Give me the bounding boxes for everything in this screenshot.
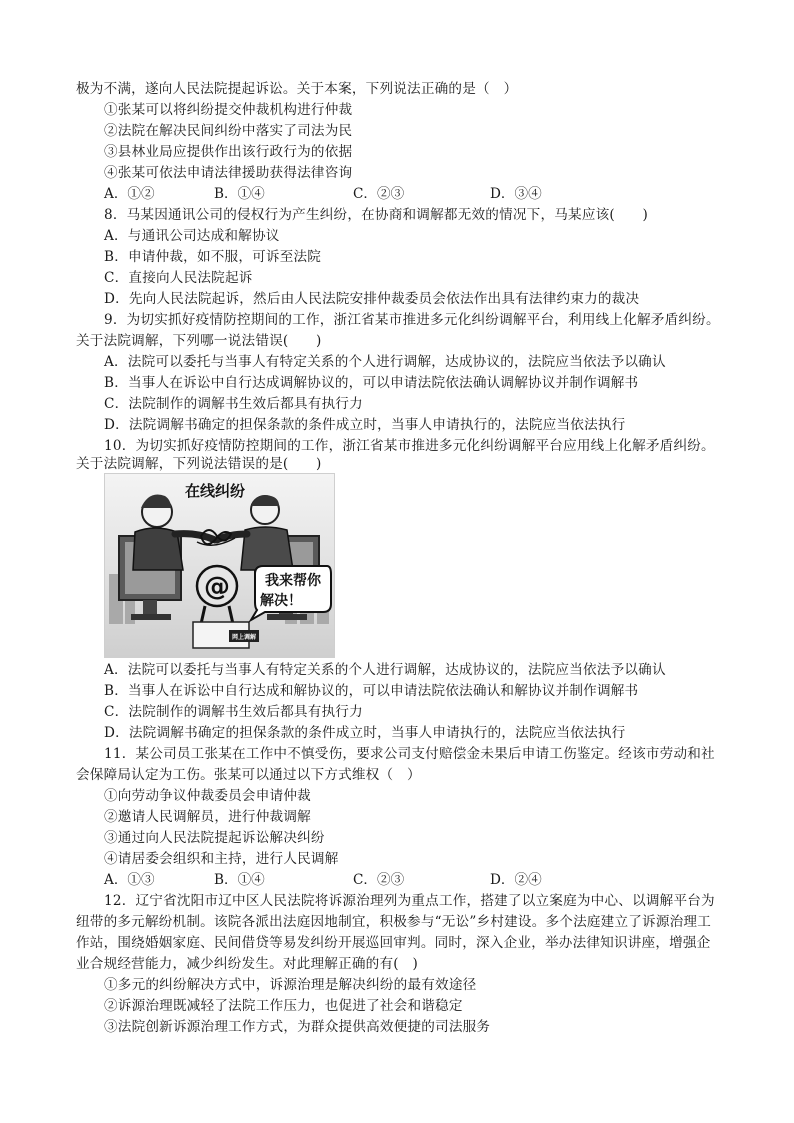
q7-option-a: A．①② (104, 186, 155, 202)
q11-stem-line2: 会保障局认定为工伤。张某可以通过以下方式维权（ ） (76, 767, 421, 783)
q8-option-a: A．与通讯公司达成和解协议 (104, 228, 280, 244)
q9-option-b: B．当事人在诉讼中自行达成调解协议的，可以申请法院依法确认调解协议并制作调解书 (104, 375, 639, 391)
q9-stem-line1: 9．为切实抓好疫情防控期间的工作，浙江省某市推进多元化纠纷调解平台，利用线上化解矛盾纠纷。 (104, 312, 720, 328)
q10-option-b: B．当事人在诉讼中自行达成和解协议的，可以申请法院依法确认和解协议并制作调解书 (104, 683, 639, 699)
q11-option-a: A．①③ (104, 872, 155, 888)
q12-statement-3: ③法院创新诉源治理工作方式，为群众提供高效便捷的司法服务 (104, 1019, 491, 1035)
q7-option-c: C．②③ (353, 186, 405, 202)
q8-stem: 8．马某因通讯公司的侵权行为产生纠纷，在协商和调解都无效的情况下，马某应该( ) (104, 207, 649, 223)
q11-statement-1: ①向劳动争议仲裁委员会申请仲裁 (104, 788, 311, 804)
q9-option-c: C．法院制作的调解书生效后都具有执行力 (104, 396, 363, 412)
q11-statement-3: ③通过向人民法院提起诉讼解决纠纷 (104, 830, 325, 846)
q11-statement-2: ②邀请人民调解员，进行仲裁调解 (104, 809, 311, 825)
q8-option-d: D．先向人民法院起诉，然后由人民法院安排仲裁委员会依法作出具有法律约束力的裁决 (104, 291, 640, 307)
q11-stem-line1: 11．某公司员工张某在工作中不慎受伤，要求公司支付赔偿金未果后申请工伤鉴定。经该市劳动和社 (104, 746, 715, 762)
q12-statement-1: ①多元的纠纷解决方式中，诉源治理是解决纠纷的最有效途径 (104, 977, 477, 993)
bubble-text-line2: 解决！ (260, 593, 302, 609)
q7-statement-3: ③县林业局应提供作出该行政行为的依据 (104, 144, 353, 160)
svg-text:@: @ (204, 572, 230, 602)
q11-option-d: D．②④ (490, 872, 542, 888)
sign-label: 网上调解 (231, 634, 257, 641)
q12-stem-line4: 业合规经营能力，减少纠纷发生。对此理解正确的有( ) (76, 956, 419, 972)
q7-option-d: D．③④ (490, 186, 542, 202)
q9-option-a: A．法院可以委托与当事人有特定关系的个人进行调解，达成协议的，法院应当依法予以确认 (104, 354, 666, 370)
q11-option-b: B．①④ (214, 872, 265, 888)
q10-stem-line1: 10．为切实抓好疫情防控期间的工作，浙江省某市推进多元化纠纷调解平台应用线上化解矛盾纠纷。 (104, 438, 715, 454)
q12-stem-line2: 纽带的多元解纷机制。该院各派出法庭因地制宜，积极参与“无讼”乡村建设。多个法庭建立了诉源治理工 (76, 914, 712, 930)
q7-option-b: B．①④ (214, 186, 265, 202)
q12-statement-2: ②诉源治理既减轻了法院工作压力，也促进了社会和谐稳定 (104, 998, 463, 1014)
q8-option-b: B．申请仲裁，如不服，可诉至法院 (104, 249, 322, 265)
cartoon-title: 在线纠纷 (184, 482, 246, 500)
q9-option-d: D．法院调解书确定的担保条款的条件成立时，当事人申请执行的，法院应当依法执行 (104, 417, 626, 433)
q7-stem: 极为不满，遂向人民法院提起诉讼。关于本案，下列说法正确的是（ ） (76, 81, 518, 97)
q10-option-d: D．法院调解书确定的担保条款的条件成立时，当事人申请执行的，法院应当依法执行 (104, 725, 626, 741)
q11-statement-4: ④请居委会组织和主持，进行人民调解 (104, 851, 339, 867)
q10-option-c: C．法院制作的调解书生效后都具有执行力 (104, 704, 363, 720)
q12-stem-line3: 作站，围绕婚姻家庭、民间借贷等易发纠纷开展巡回审判。同时，深入企业，举办法律知识讲座，增强企 (76, 935, 711, 951)
q9-stem-line2: 关于法院调解，下列哪一说法错误( ) (76, 333, 322, 349)
q7-statement-1: ①张某可以将纠纷提交仲裁机构进行仲裁 (104, 102, 353, 118)
q11-option-c: C．②③ (353, 872, 405, 888)
q8-option-c: C．直接向人民法院起诉 (104, 270, 253, 286)
bubble-text-line1: 我来帮你 (265, 573, 321, 589)
q7-statement-4: ④张某可依法申请法律援助获得法律咨询 (104, 165, 353, 181)
q7-statement-2: ②法院在解决民间纠纷中落实了司法为民 (104, 123, 353, 139)
online-mediation-cartoon (104, 473, 335, 658)
q10-stem-line2: 关于法院调解，下列说法错误的是( ) (76, 456, 322, 472)
q12-stem-line1: 12．辽宁省沈阳市辽中区人民法院将诉源治理列为重点工作，搭建了以立案庭为中心、以调解平台为 (104, 893, 715, 909)
q10-option-a: A．法院可以委托与当事人有特定关系的个人进行调解，达成协议的，法院应当依法予以确认 (104, 662, 666, 678)
cartoon-illustration (105, 474, 334, 657)
